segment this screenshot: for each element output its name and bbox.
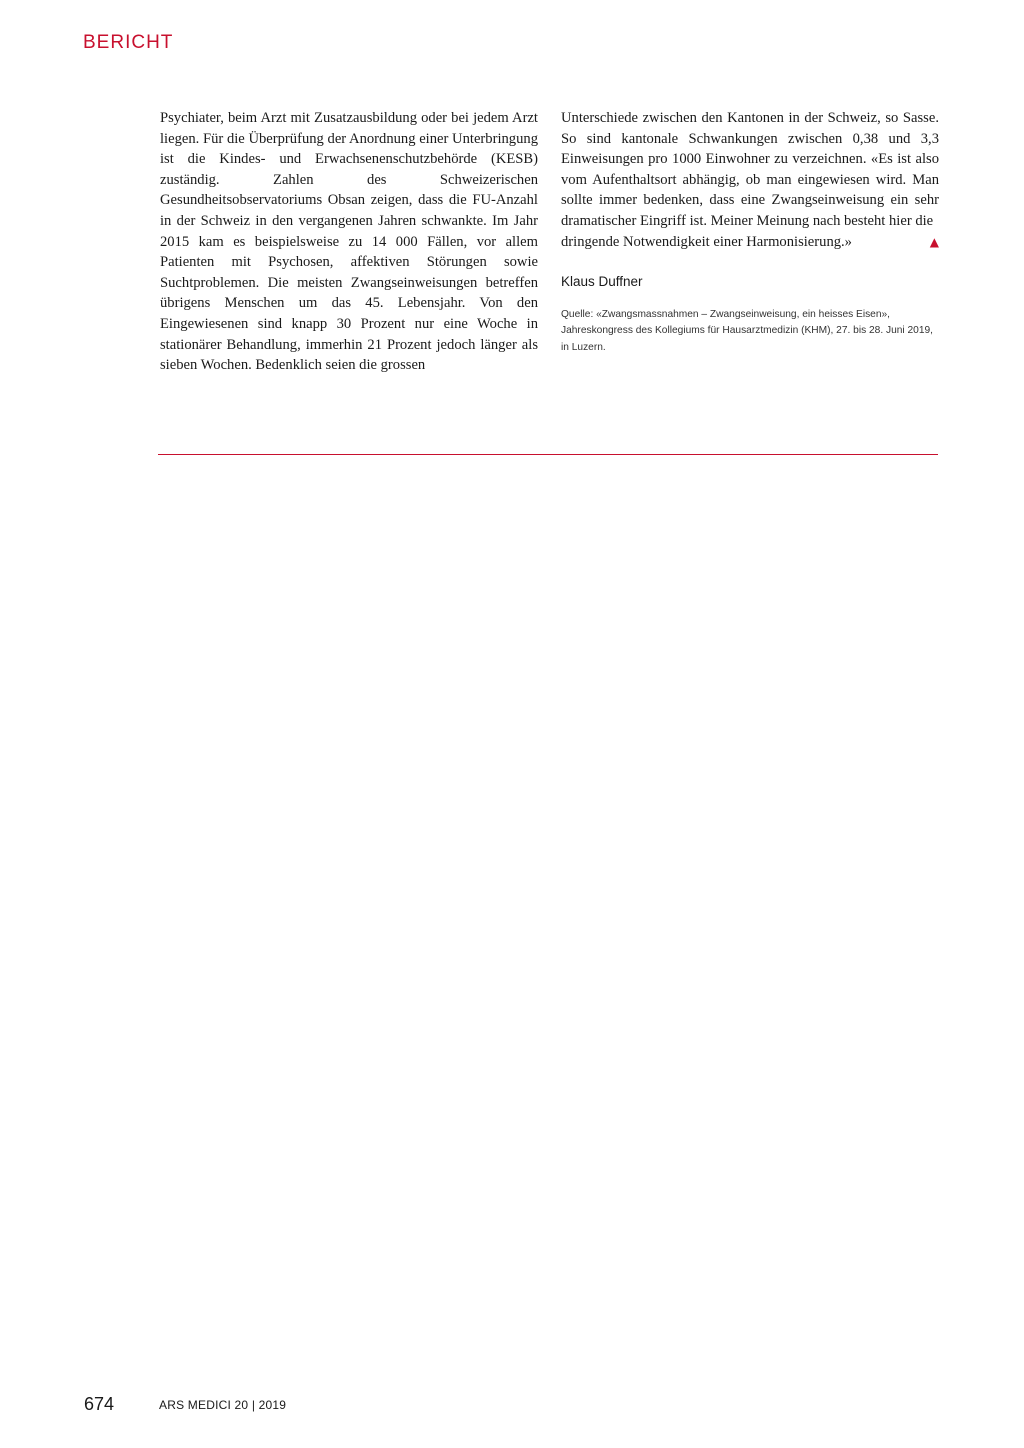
article-column-left <box>160 108 538 376</box>
section-divider <box>158 454 938 455</box>
article-paragraph: Psychiater, beim Arzt mit Zusatzausbildung oder bei jedem Arzt liegen. Für die Überprüfung der Anordnung einer Unterbringung ist die Kindes- und Erwachsenenschutzbehörde (KESB) zuständig. Zahlen des Schweizerischen Gesundheitsobservatoriums Obsan zeigen, dass die FU-Anzahl in der Schweiz in den vergangenen Jahren schwankte. Im Jahr 2015 kam es beispielsweise zu 14 000 Fällen, vor allem Patienten mit Psychosen, affektiven Störungen sowie Suchtproblemen. Die meisten Zwangseinweisungen betreffen übrigens Menschen um das 45. Lebensjahr. Von den Eingewiesenen sind knapp 30 Prozent nur eine Woche in stationärer Behandlung, immerhin 21 Prozent jedoch länger als sieben Wochen. Bedenklich seien die grossen <box>160 110 538 374</box>
article-paragraph: Unterschiede zwischen den Kantonen in der Schweiz, so Sasse. So sind kantonale Schwankungen zwischen 0,38 und 3,3 Einweisungen pro 1000 Einwohner zu verzeichnen. «Es ist also vom Aufenthaltsort abhängig, ob man eingewiesen wird. Man sollte immer bedenken, dass eine Zwangseinweisung ein sehr dramatischer Eingriff ist. Meiner Meinung nach besteht hier die <box>561 110 939 229</box>
section-heading: BERICHT <box>83 32 174 53</box>
page-number: 674 <box>84 1394 115 1414</box>
article-closing-line <box>561 232 939 253</box>
end-of-article-icon: ▲ <box>929 234 939 249</box>
article-last-line: dringende Notwendigkeit einer Harmonisierung.» <box>561 233 852 250</box>
source-note: Quelle: «Zwangsmassnahmen – Zwangseinweisung, ein heisses Eisen», Jahreskongress des Kollegiums für Hausarztmedizin (KHM), 27. bis 28. Juni 2019, in Luzern. <box>561 308 934 353</box>
article-column-right <box>561 108 939 356</box>
journal-issue: ARS MEDICI 20 | 2019 <box>159 1398 287 1412</box>
author-name: Klaus Duffner <box>561 274 643 290</box>
